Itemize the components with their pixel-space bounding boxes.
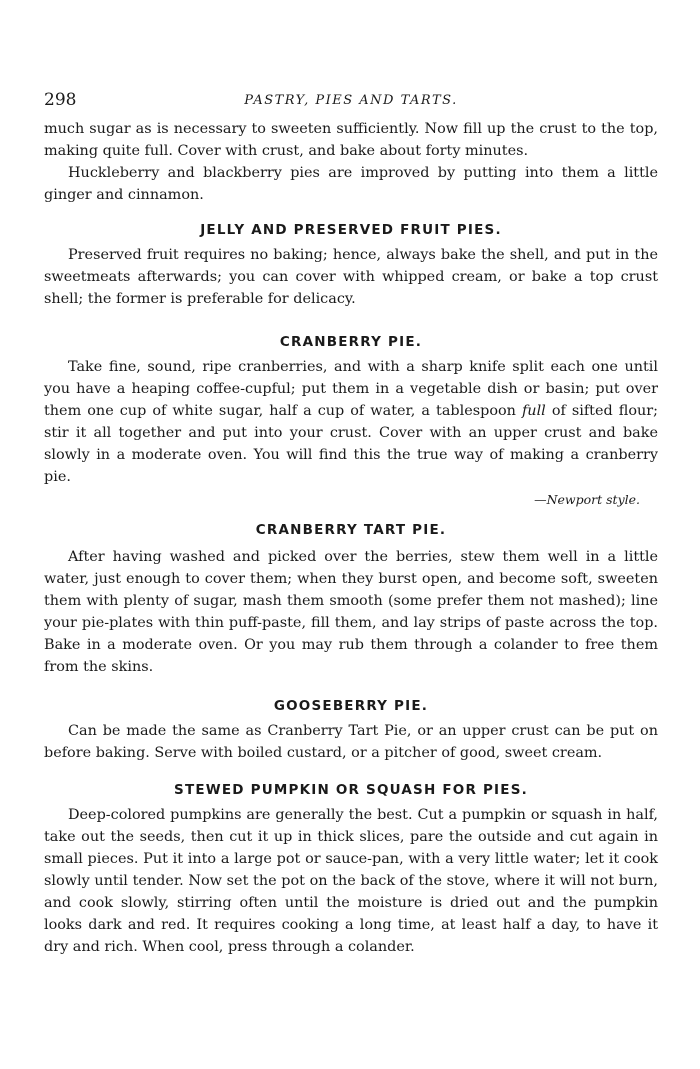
continuation-paragraph: much sugar as is necessary to sweeten sufficiently. Now fill up the crust to the top, making quite full. Cover with crust, and bake about forty minutes. <box>44 121 658 159</box>
running-head <box>44 88 658 118</box>
section-title-cranberry-pie: CRANBERRY PIE. <box>279 334 423 350</box>
book-page <box>44 88 658 958</box>
section-body-jelly-preserved-fruit-pies: Preserved fruit requires no baking; hence, always bake the shell, and put in the sweetmeats afterwards; you can cover with whipped cream, or bake a top crust shell; the former is preferable for delicacy. <box>44 247 658 307</box>
section-title-stewed-pumpkin: STEWED PUMPKIN OR SQUASH FOR PIES. <box>174 782 528 798</box>
section-title-gooseberry-pie: GOOSEBERRY PIE. <box>273 698 429 714</box>
section-body-stewed-pumpkin: Deep-colored pumpkins are generally the best. Cut a pumpkin or squash in half, take out the seeds, then cut it up in thick slices, pare the outside and cut again in small pieces. Put it into a large pot or sauce-pan, with a very little water; let it cook slowly until tender. Now set the pot on the back of the stove, where it will not burn, and cook slowly, stirring often until the moisture is dried out and the pumpkin looks dark and red. It requires cooking a long time, at least half a day, to have it dry and rich. When cool, press through a colander. <box>44 807 658 955</box>
cranberry-pie-text-b: of sifted flour; stir it all together and put into your crust. Cover with an upper crust and bake slowly in a moderate oven. You will find this the true way of making a cranberry pie. <box>44 403 658 485</box>
attribution-newport-style: —Newport style. <box>534 492 640 507</box>
section-body-gooseberry-pie: Can be made the same as Cranberry Tart Pie, or an upper crust can be put on before baking. Serve with boiled custard, or a pitcher of good, sweet cream. <box>44 723 658 761</box>
section-body-cranberry-tart-pie: After having washed and picked over the berries, stew them well in a little water, just enough to cover them; when they burst open, and become soft, sweeten them with plenty of sugar, mash them smooth (some prefer them not mashed); line your pie-plates with thin puff-paste, fill them, and lay strips of paste across the top. Bake in a moderate oven. Or you may rub them through a colander to free them from the skins. <box>44 549 658 675</box>
section-title-cranberry-tart-pie: CRANBERRY TART PIE. <box>255 522 447 538</box>
section-body-cranberry-pie <box>44 356 658 488</box>
running-title: PASTRY, PIES AND TARTS. <box>244 93 458 108</box>
page-number: 298 <box>44 90 77 110</box>
huckleberry-note: Huckleberry and blackberry pies are improved by putting into them a little ginger and cinnamon. <box>44 165 658 203</box>
cranberry-pie-text-a: Take fine, sound, ripe cranberries, and with a sharp knife split each one until you have a heaping coffee-cupful; put them in a vegetable dish or basin; put over them one cup of white sugar, half a cup of water, a tablespoon <box>44 359 658 419</box>
section-title-jelly-preserved-fruit-pies: JELLY AND PRESERVED FRUIT PIES. <box>200 222 502 238</box>
cranberry-pie-italic-word: full <box>521 403 546 419</box>
